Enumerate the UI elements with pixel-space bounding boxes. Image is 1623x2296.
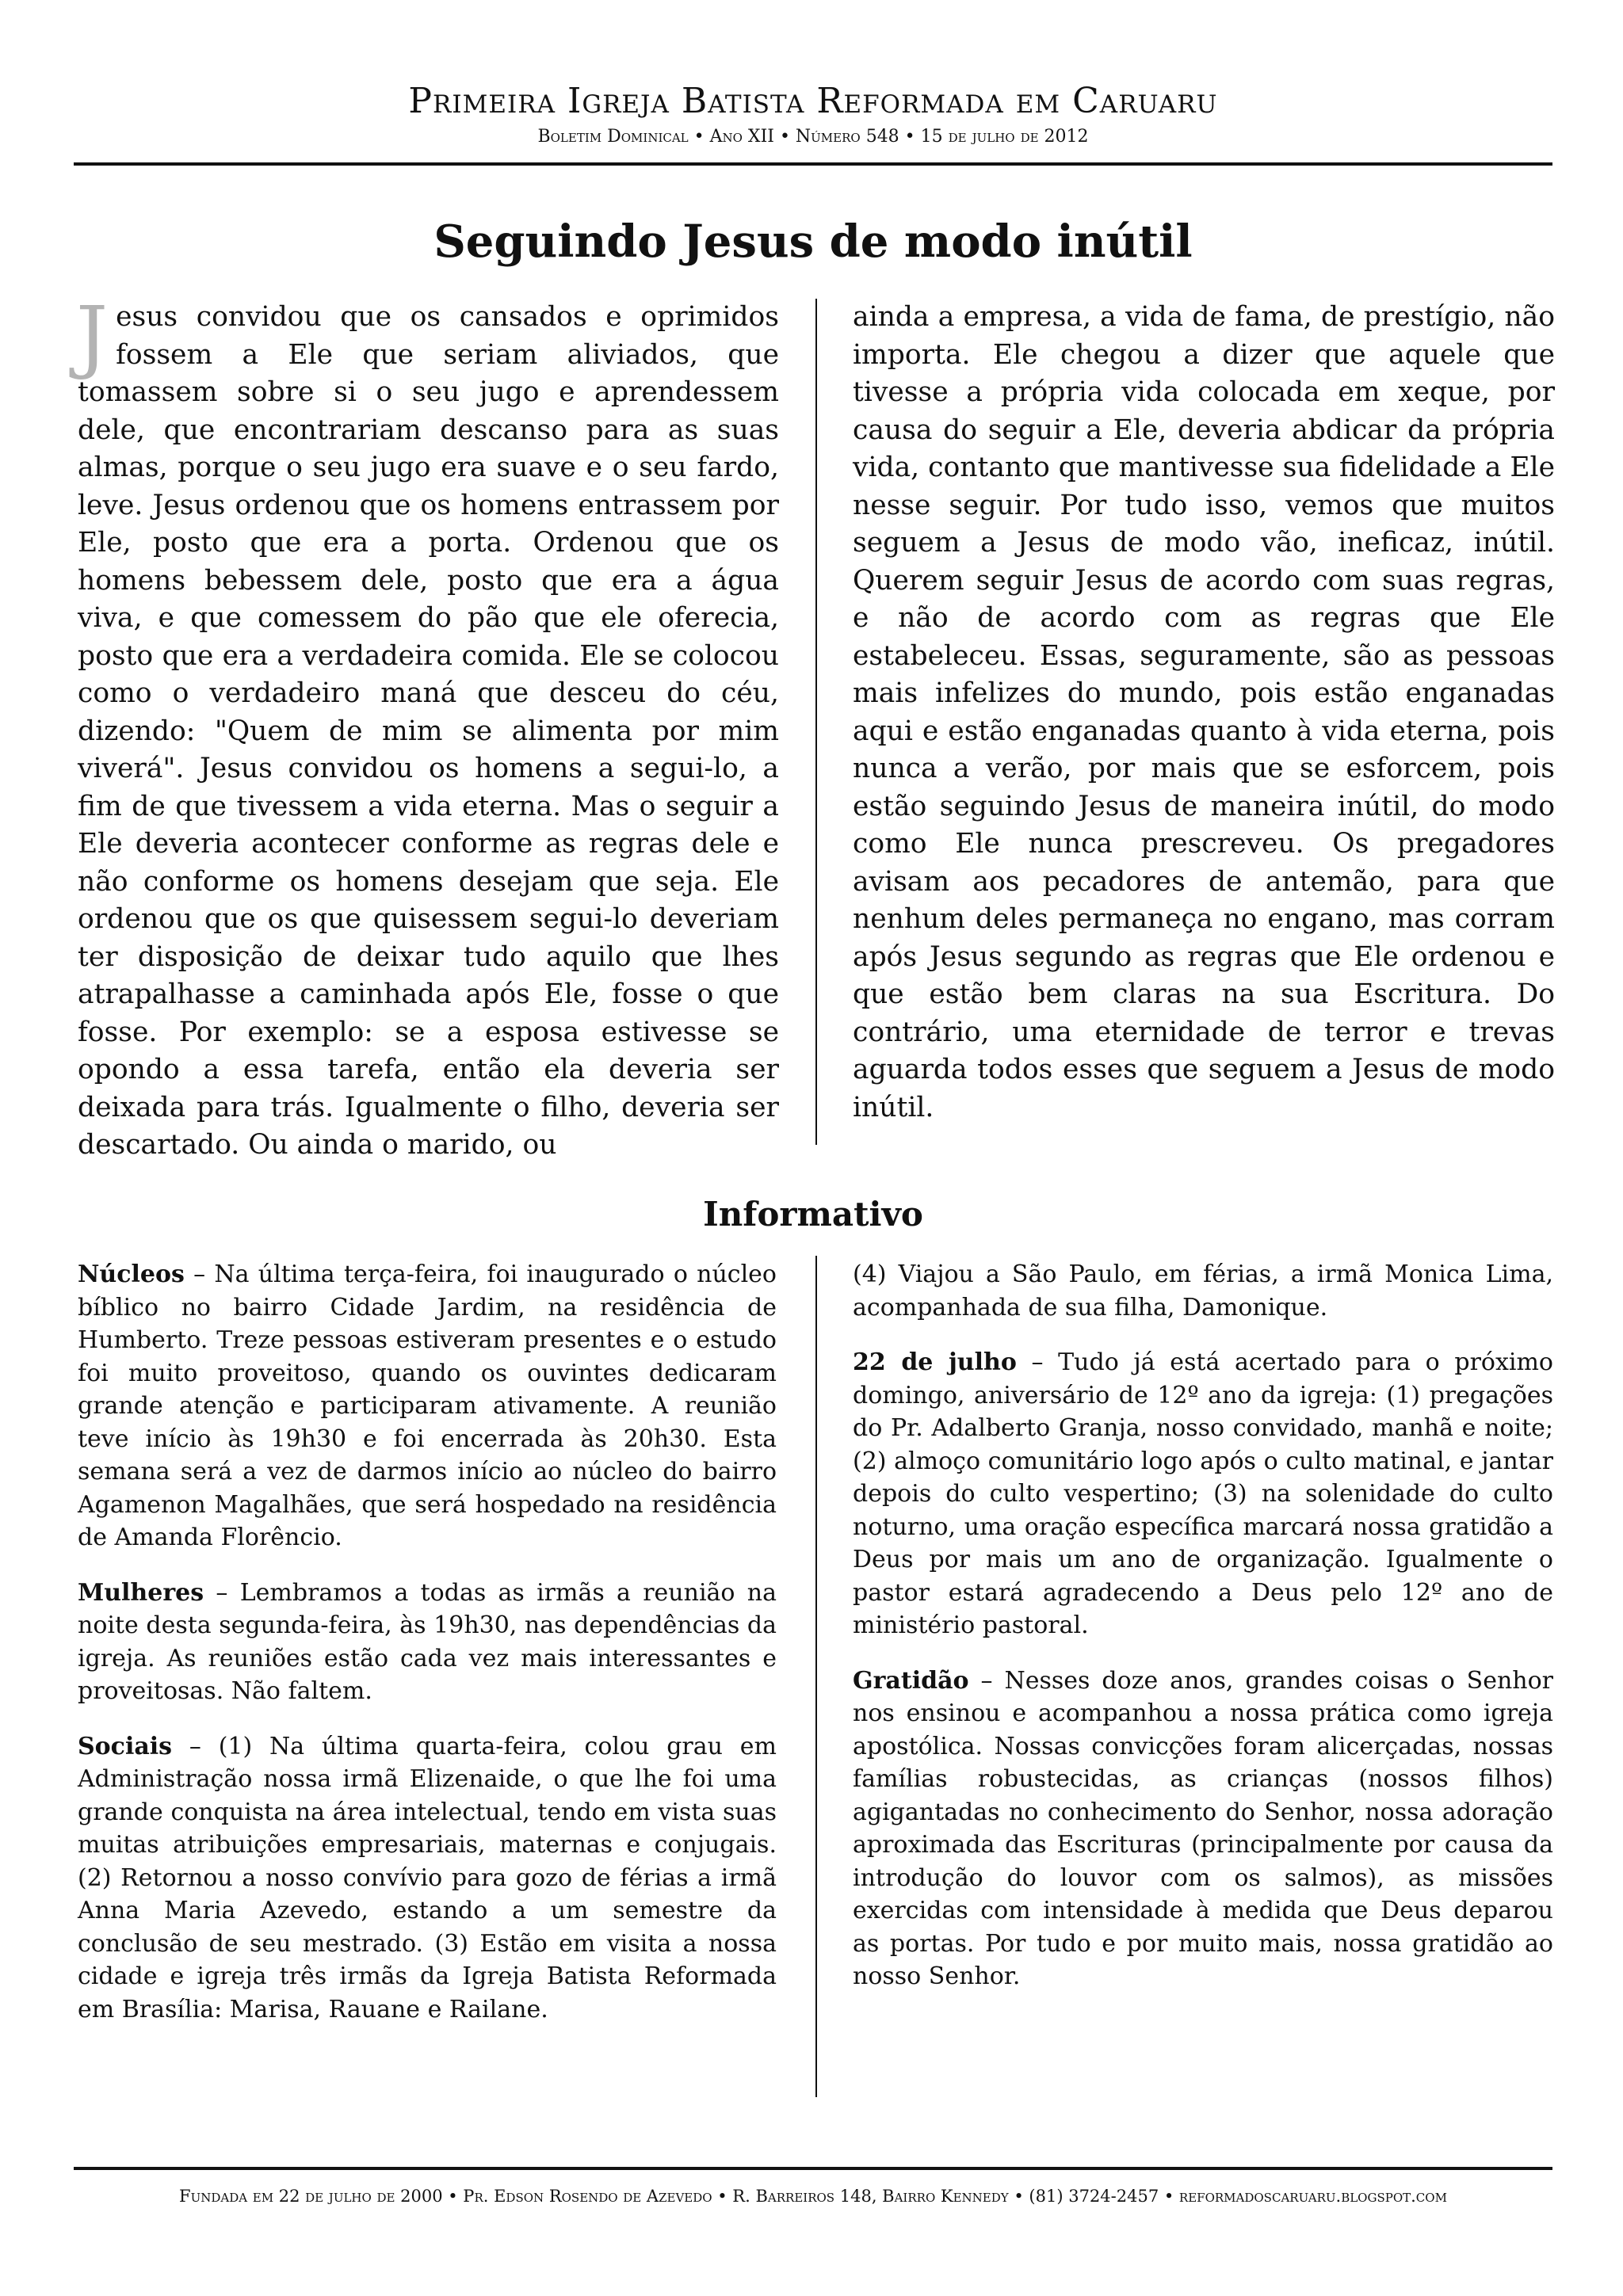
article-column-left [76, 289, 779, 1165]
news-item-22-julho [853, 1346, 1553, 1642]
article-title: Seguindo Jesus de modo inútil [433, 215, 1193, 268]
news-text: (4) Viajou a São Paulo, em férias, a irmã Monica Lima, acompanhada de sua filha, Damonique. [853, 1261, 1553, 1322]
drop-cap: J [76, 289, 109, 382]
news-text: – Nesses doze anos, grandes coisas o Senhor nos ensinou e acompanhou a nossa prática como igreja apostólica. Nossas convicções foram alicerçadas, nossas famílias robustecidas, as crianças (nossos filhos) agigantadas no conhecimento do Senhor, nossa adoração aproximada das Escrituras (principalmente por causa da introdução do louvor com os salmos), as missões exercidas com intensidade à medida que Deus deparou as portas. Por tudo e por muito mais, nossa gratidão ao nosso Senhor. [853, 1666, 1553, 1990]
news-text: – Lembramos a todas as irmãs a reunião na noite desta segunda-feira, às 19h30, nas dependências da igreja. As reuniões estão cada vez mais interessantes e proveitosas. Não faltem. [78, 1578, 777, 1705]
church-name: Primeira Igreja Batista Reformada em Caruaru [408, 81, 1218, 121]
news-label: 22 de julho [853, 1348, 1017, 1376]
news-text: – Na última terça-feira, foi inaugurado o núcleo bíblico no bairro Cidade Jardim, na residência de Humberto. Treze pessoas estiveram presentes e o estudo foi muito proveitoso, quando os ouvintes dedicaram grande atenção e participaram ativamente. A reunião teve início às 19h30 e foi encerrada às 20h30. Esta semana será a vez de darmos início ao núcleo do bairro Agamenon Magalhães, que será hospedado na residência de Amanda Florêncio. [78, 1261, 777, 1551]
news-label: Gratidão [853, 1666, 969, 1695]
header-rule [74, 162, 1552, 166]
informativo-heading: Informativo [703, 1195, 923, 1234]
footer-rule [74, 2167, 1552, 2170]
news-item-nucleos [78, 1258, 777, 1554]
article-text-left: esus convidou que os cansados e oprimidos fossem a Ele que seriam aliviados, que tomassem sobre si o seu jugo e aprendessem dele, que encontrariam descanso para as suas almas, porque o seu jugo era suave e o seu fardo, leve. Jesus ordenou que os homens entrassem por Ele, posto que era a porta. Ordenou que os homens bebessem dele, posto que era a água viva, e que comessem do pão que ele oferecia, posto que era a verdadeira comida. Ele se colocou como o verdadeiro maná que desceu do céu, dizendo: "Quem de mim se alimenta por mim viverá". Jesus convidou os homens a segui-lo, a fim de que tivessem a vida eterna. Mas o seguir a Ele deveria acontecer conforme as regras dele e não conforme os homens desejam que seja. Ele ordenou que os que quisessem segui-lo deveriam ter disposição de deixar tudo aquilo que lhes atrapalhasse a caminhada após Ele, fosse o que fosse. Por exemplo: se a esposa estivesse se opondo a essa tarefa, então ela deveria ser deixada para trás. Igualmente o filho, deveria ser descartado. Ou ainda o marido, ou [78, 301, 779, 1161]
article-text-right: ainda a empresa, a vida de fama, de prestígio, não importa. Ele chegou a dizer que aquele que tivesse a própria vida colocada em xeque, por causa do seguir a Ele, deveria abdicar da própria vida, contanto que mantivesse sua fidelidade a Ele nesse seguir. Por tudo isso, vemos que muitos seguem a Jesus de modo vão, ineficaz, inútil. Querem seguir Jesus de acordo com suas regras, e não de acordo com as regras que Ele estabeleceu. Essas, seguramente, são as pessoas mais infelizes do mundo, pois estão enganadas aqui e estão enganadas quanto à vida eterna, pois nunca a verão, por mais que se esforcem, pois estão seguindo Jesus de maneira inútil, do modo como Ele nunca prescreveu. Os pregadores avisam aos pecadores de antemão, para que nenhum deles permaneça no engano, mas corram após Jesus segundo as regras que Ele ordenou e que estão bem claras na sua Escritura. Do contrário, uma eternidade de terror e trevas aguarda todos esses que seguem a Jesus de modo inútil. [853, 301, 1555, 1123]
masthead [76, 79, 1550, 149]
news-label: Mulheres [78, 1578, 204, 1607]
column-divider [815, 299, 817, 1145]
news-text: – (1) Na última quarta-feira, colou grau em Administração nossa irmã Elizenaide, o que lhe foi uma grande conquista na área intelectual, tendo em vista suas muitas atribuições empresariais, maternas e conjugais. (2) Retornou a nosso convívio para gozo de férias a irmã Anna Maria Azevedo, estando a um semestre da conclusão de seu mestrado. (3) Estão em visita a nossa cidade e igreja três irmãs da Igreja Batista Reformada em Brasília: Marisa, Rauane e Railane. [78, 1732, 777, 2023]
issue-line: Boletim Dominical • Ano XII • Número 548 • 15 de julho de 2012 [537, 127, 1089, 147]
informativo-column-left [78, 1258, 777, 2048]
news-text: – Tudo já está acertado para o próximo domingo, aniversário de 12º ano da igreja: (1) pregações do Pr. Adalberto Granja, nosso convidado, manhã e noite; (2) almoço comunitário logo após o culto matinal, e jantar depois do culto vespertino; (3) na solenidade do culto noturno, uma oração específica marcará nossa gratidão a Deus por mais um ano de organização. Igualmente o pastor estará agradecendo a Deus pelo 12º ano de ministério pastoral. [853, 1348, 1553, 1639]
news-item-mulheres [78, 1577, 777, 1708]
news-item-sociais-continued [853, 1258, 1553, 1324]
news-item-gratidao [853, 1665, 1553, 1993]
news-label: Núcleos [78, 1261, 185, 1288]
article-column-right [853, 299, 1555, 1127]
column-divider [815, 1256, 817, 2097]
footer: Fundada em 22 de julho de 2000 • Pr. Edson Rosendo de Azevedo • R. Barreiros 148, Bairro Kennedy • (81) 3724-2457 • reformadoscaruaru.blogspot.com [179, 2187, 1447, 2206]
news-item-sociais [78, 1730, 777, 2027]
news-label: Sociais [78, 1732, 173, 1760]
informativo-column-right [853, 1258, 1553, 2016]
